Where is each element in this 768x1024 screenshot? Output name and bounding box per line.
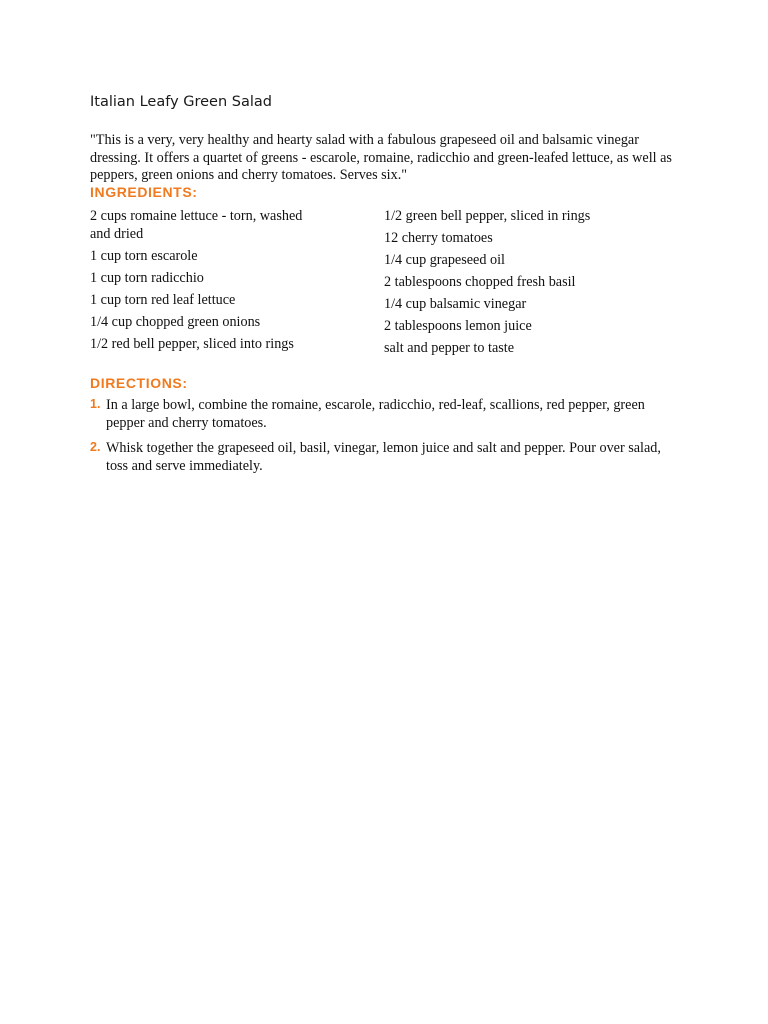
step-text: In a large bowl, combine the romaine, escarole, radicchio, red-leaf, scallions, red pepper, green pepper and cherry tomatoes. bbox=[106, 397, 645, 431]
ingredient-item: 1/2 green bell pepper, sliced in rings bbox=[384, 208, 591, 224]
ingredient-item: salt and pepper to taste bbox=[384, 340, 515, 356]
ingredients-list-left bbox=[90, 207, 310, 357]
ingredient-item: 2 cups romaine lettuce - torn, washed and dried bbox=[90, 208, 303, 242]
step-text: Whisk together the grapeseed oil, basil, vinegar, lemon juice and salt and pepper. Pour over salad, toss and serve immediately. bbox=[106, 440, 661, 474]
ingredient-item: 1/4 cup chopped green onions bbox=[90, 314, 261, 330]
ingredient-item: 1 cup torn escarole bbox=[90, 248, 198, 264]
ingredient-item: 1/2 red bell pepper, sliced into rings bbox=[90, 336, 294, 352]
ingredients-list-right bbox=[384, 207, 604, 361]
recipe-title: Italian Leafy Green Salad bbox=[90, 94, 272, 110]
ingredient-item: 1 cup torn radicchio bbox=[90, 270, 204, 286]
ingredient-item: 1/4 cup balsamic vinegar bbox=[384, 296, 527, 312]
directions-list bbox=[90, 396, 670, 482]
ingredient-item: 1 cup torn red leaf lettuce bbox=[90, 292, 236, 308]
ingredient-item: 2 tablespoons chopped fresh basil bbox=[384, 274, 576, 290]
direction-step bbox=[90, 396, 670, 432]
directions-heading: DIRECTIONS: bbox=[90, 375, 188, 391]
step-number: 1. bbox=[90, 397, 101, 411]
direction-step bbox=[90, 439, 670, 475]
recipe-intro: "This is a very, very healthy and hearty salad with a fabulous grapeseed oil and balsamic vinegar dressing. It offers a quartet of greens - escarole, romaine, radicchio and green-leafed lettuce, as well as peppers, green onions and cherry tomatoes. Serves six." bbox=[90, 132, 672, 183]
ingredient-item: 2 tablespoons lemon juice bbox=[384, 318, 532, 334]
ingredients-heading: INGREDIENTS: bbox=[90, 184, 198, 200]
ingredient-item: 1/4 cup grapeseed oil bbox=[384, 252, 505, 268]
step-number: 2. bbox=[90, 440, 101, 454]
ingredient-item: 12 cherry tomatoes bbox=[384, 230, 493, 246]
